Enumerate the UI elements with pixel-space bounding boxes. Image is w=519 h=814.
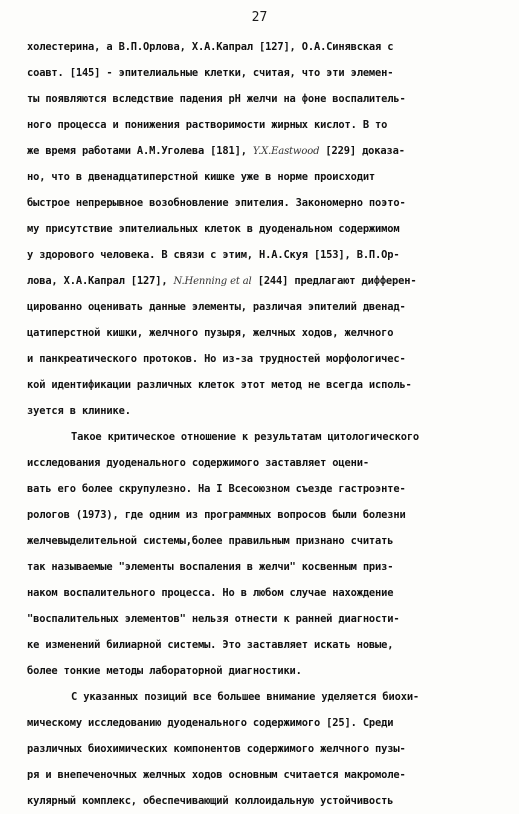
line-text: вать его более скрупулезно. На I Всесоюзном съезде гастроэнте- <box>27 483 406 495</box>
line-text: но, что в двенадцатиперстной кишке уже в норме происходит <box>27 171 376 183</box>
line-text: ке изменений билиарной системы. Это заставляет искать новые, <box>27 639 394 651</box>
text-line <box>27 398 495 424</box>
text-line <box>27 424 495 450</box>
text-line <box>27 632 495 658</box>
text-line <box>27 268 495 294</box>
line-text: зуется в клинике. <box>27 405 131 417</box>
text-line <box>27 138 495 164</box>
line-text: наком воспалительного процесса. Но в любом случае нахождение <box>27 587 394 599</box>
line-text: ты появляются вследствие падения рН желчи на фоне воспалитель- <box>27 93 406 105</box>
text-line <box>27 294 495 320</box>
line-text: ного процесса и понижения растворимости жирных кислот. В то <box>27 119 388 131</box>
line-text: Такое критическое отношение к результатам цитологического <box>71 431 420 443</box>
text-line <box>27 112 495 138</box>
text-line <box>27 164 495 190</box>
line-text: исследования дуоденального содержимого заставляет оцени- <box>27 457 369 469</box>
text-line <box>27 554 495 580</box>
line-text: и панкреатического протоков. Но из-за трудностей морфологичес- <box>27 353 406 365</box>
text-line <box>27 450 495 476</box>
line-text: кулярный комплекс, обеспечивающий коллоидальную устойчивость <box>27 795 394 807</box>
text-line <box>27 580 495 606</box>
text-line <box>27 606 495 632</box>
text-line <box>27 762 495 788</box>
line-text: соавт. [145] - эпителиальные клетки, считая, что эти элемен- <box>27 67 394 79</box>
page-number: 27 <box>251 10 268 25</box>
line-text: же время работами А.М.Уголева [181], <box>27 145 253 157</box>
text-line <box>27 528 495 554</box>
text-line <box>27 60 495 86</box>
line-text: С указанных позиций все большее внимание уделяется биохи- <box>71 691 420 703</box>
line-text: лова, Х.А.Капрал [127], <box>27 275 174 287</box>
line-text-continued: [229] доказа- <box>319 145 405 157</box>
line-text: кой идентификации различных клеток этот метод не всегда исполь- <box>27 379 412 391</box>
text-line <box>27 736 495 762</box>
text-line <box>27 320 495 346</box>
text-line <box>27 34 495 60</box>
handwritten-citation: Y.X.Eastwood <box>252 146 320 157</box>
handwritten-citation: N.Henning et al <box>173 276 252 287</box>
line-text: так называемые "элементы воспаления в желчи" косвенным приз- <box>27 561 394 573</box>
line-text: холестерина, а В.П.Орлова, Х.А.Капрал [127], О.А.Синявская с <box>27 41 394 53</box>
text-line <box>27 476 495 502</box>
body-text <box>27 34 495 814</box>
line-text: быстрое непрерывное возобновление эпителия. Закономерно поэто- <box>27 197 406 209</box>
text-line <box>27 346 495 372</box>
line-text: у здорового человека. В связи с этим, Н.А.Скуя [153], В.П.Ор- <box>27 249 400 261</box>
line-text: мическому исследованию дуоденального содержимого [25]. Среди <box>27 717 394 729</box>
text-line <box>27 684 495 710</box>
text-line <box>27 658 495 684</box>
line-text: цатиперстной кишки, желчного пузыря, желчных ходов, желчного <box>27 327 394 339</box>
text-line <box>27 372 495 398</box>
text-line <box>27 190 495 216</box>
text-line <box>27 86 495 112</box>
line-text: желчевыделительной системы,более правильным признано считать <box>27 535 394 547</box>
line-text: различных биохимических компонентов содержимого желчного пузы- <box>27 743 406 755</box>
text-line <box>27 242 495 268</box>
text-line <box>27 216 495 242</box>
line-text: цированно оценивать данные элементы, различая эпителий двенад- <box>27 301 406 313</box>
line-text: "воспалительных элементов" нельзя отнести к ранней диагности- <box>27 613 400 625</box>
line-text: более тонкие методы лабораторной диагностики. <box>27 665 302 677</box>
line-text: рологов (1973), где одним из программных вопросов были болезни <box>27 509 406 521</box>
line-text: ря и внепеченочных желчных ходов основным считается макромоле- <box>27 769 406 781</box>
line-text: му присутствие эпителиальных клеток в дуоденальном содержимом <box>27 223 400 235</box>
line-text-continued: [244] предлагают дифферен- <box>251 275 417 287</box>
text-line <box>27 710 495 736</box>
text-line <box>27 502 495 528</box>
